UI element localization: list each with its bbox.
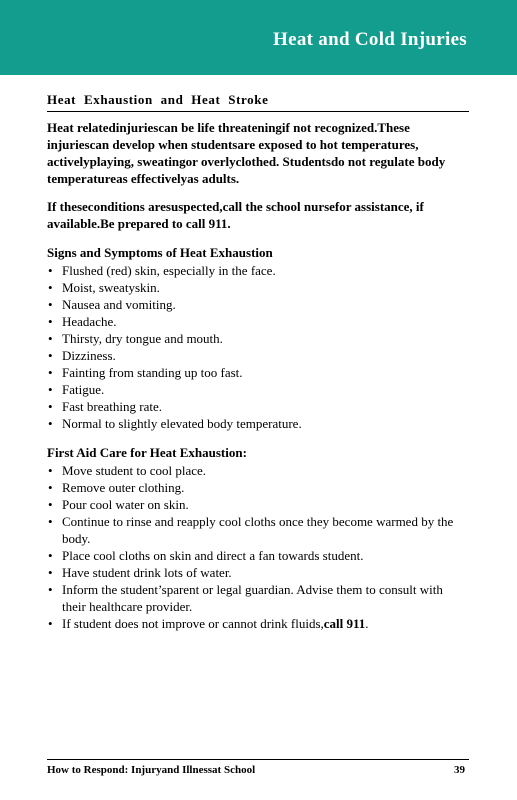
signs-heading: Signs and Symptoms of Heat Exhaustion <box>47 245 273 260</box>
list-item: • Thirsty, dry tongue and mouth. <box>47 330 469 347</box>
list-item: • Continue to rinse and reapply cool cloths once they become warmed by the body. <box>47 513 469 547</box>
footer-title: How to Respond: Injuryand Illnessat School <box>47 764 256 776</box>
list-item: • Inform the student’sparent or legal guardian. Advise them to consult with their healthcare provider. <box>47 581 469 615</box>
footer-divider <box>47 759 469 760</box>
list-item: • Nausea and vomiting. <box>47 296 469 313</box>
list-item <box>47 615 469 632</box>
signs-list <box>47 262 469 432</box>
section-heading: Heat Exhaustion and Heat Stroke <box>47 92 469 112</box>
list-item: • Fainting from standing up too fast. <box>47 364 469 381</box>
list-item-text: If student does not improve or cannot drink fluids, <box>62 616 324 631</box>
main-content <box>47 92 469 632</box>
list-item: • Have student drink lots of water. <box>47 564 469 581</box>
list-item: • Headache. <box>47 313 469 330</box>
list-item: • Flushed (red) skin, especially in the face. <box>47 262 469 279</box>
page-number: 39 <box>454 764 465 776</box>
list-item: • Place cool cloths on skin and direct a fan towards student. <box>47 547 469 564</box>
first-aid-heading: First Aid Care for Heat Exhaustion: <box>47 445 247 460</box>
list-item: • Pour cool water on skin. <box>47 496 469 513</box>
list-item: • Dizziness. <box>47 347 469 364</box>
call-911-emphasis: call 911 <box>323 616 366 631</box>
list-item: • Remove outer clothing. <box>47 479 469 496</box>
list-item-suffix: . <box>365 616 369 631</box>
first-aid-list <box>47 462 469 632</box>
page-title: Heat and Cold Injuries <box>273 29 467 50</box>
warning-paragraph: If theseconditions aresuspected,call the school nursefor assistance, if available.Be prepared to call 911. <box>47 199 424 231</box>
header-banner <box>0 0 517 75</box>
list-item: • Normal to slightly elevated body temperature. <box>47 415 469 432</box>
intro-paragraph: Heat relatedinjuriescan be life threateningif not recognized.These injuriescan develop when studentsare exposed to hot temperatures, activelyplaying, sweatingor overlyclothed. Studentsdo not regulate body temperatureas effectivelyas adults. <box>47 120 446 186</box>
list-item: • Move student to cool place. <box>47 462 469 479</box>
list-item: • Fatigue. <box>47 381 469 398</box>
list-item: • Moist, sweatyskin. <box>47 279 469 296</box>
list-item: • Fast breathing rate. <box>47 398 469 415</box>
